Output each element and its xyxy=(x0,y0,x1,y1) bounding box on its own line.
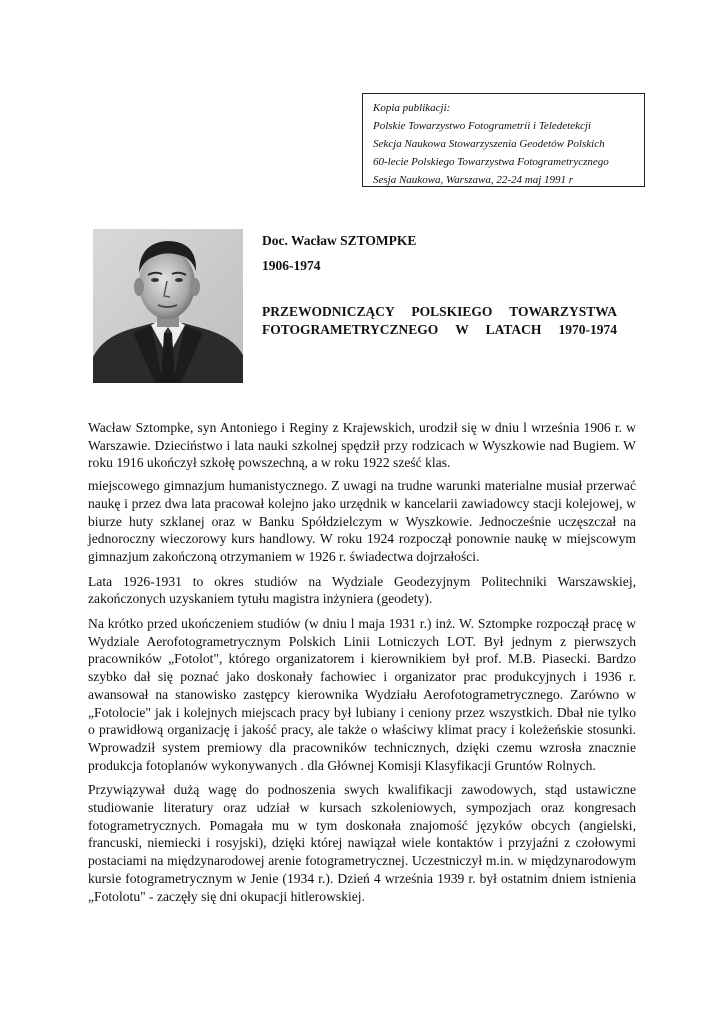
stamp-line: Kopia publikacji: xyxy=(373,102,451,114)
paragraph: Wacław Sztompke, syn Antoniego i Reginy z Krajewskich, urodził się w dniu l września 1906 r. w Warszawie. Dzieciństwo i lata nauki szkolnej spędził przy rodzicach w Wyszkowie nad Bugiem. W roku 1916 ukończył szkołę powszechną, a w roku 1922 sześć klas. xyxy=(88,420,636,471)
paragraph: Lata 1926-1931 to okres studiów na Wydziale Geodezyjnym Politechniki Warszawskiej, zakończonych uzyskaniem tytułu magistra inżyniera (geodety). xyxy=(88,573,636,607)
stamp-line: Sesja Naukowa, Warszawa, 22-24 maj 1991 r xyxy=(373,174,574,186)
paragraph: Przywiązywał dużą wagę do podnoszenia swych kwalifikacji zawodowych, stąd ustawiczne studiowanie literatury oraz udział w kursach szkoleniowych, sympozjach oraz kongresach fotogrametrycznych. Pomagała mu w tym doskonała znajomość języków obcych (angielski, francuski, niemiecki i rosyjski), dzięki której nawiązał wiele kontaktów i przyjaźni z czołowymi postaciami na międzynarodowej arenie fotogrametrycznej. Uczestniczył m.in. w międzynarodowym kursie fotogrametrycznym w Jenie (1934 r.). Dzień 4 września 1939 r. był ostatnim dniem istnienia „Fotolotu" - zaczęły się dni okupacji hitlerowskiej. xyxy=(88,782,636,904)
life-years: 1906-1974 xyxy=(262,258,321,273)
position-title-line: PRZEWODNICZĄCY POLSKIEGO TOWARZYSTWA xyxy=(262,304,617,319)
paragraph: Na krótko przed ukończeniem studiów (w dniu l maja 1931 r.) inż. W. Sztompke rozpoczął pracę w Wydziale Aerofotogrametrycznym Polskich Linii Lotniczych LOT. Był jednym z pierwszych pracowników „Fotolot", którego organizatorem i kierownikiem był prof. M.B. Piasecki. Bardzo szybko dał się poznać jako doskonały fachowiec i organizator prac produkcyjnych i 1936 r. awansował na stanowisko zastępcy kierownika Wydziału Aerofotogrametrycznego. Zarówno w „Fotolocie" jak i kolejnych miejscach pracy był lubiany i ceniony przez wszystkich. Dbał nie tylko o prawidłową organizację i jakość pracy, ale także o właściwy klimat pracy i koleżeńskie stosunki. Wprowadził system premiowy dla pracowników technicznych, dzięki czemu wzrosła znacznie produkcja fotoplanów wykonywanych . dla Głównej Komisji Klasyfikacji Gruntów Rolnych. xyxy=(88,616,636,773)
stamp-line: Polskie Towarzystwo Fotogrametrii i Teledetekcji xyxy=(373,120,591,132)
biography-text xyxy=(88,419,636,912)
paragraph: miejscowego gimnazjum humanistycznego. Z uwagi na trudne warunki materialne musiał przerwać naukę i przez dwa lata pracował kolejno jako urzędnik w kancelarii zawiadowcy stacji kolejowej, w biurze huty szklanej oraz w Banku Spółdzielczym w Wyszkowie. Jednocześnie uczęszczał na jednoroczny wieczorowy kurs handlowy. W roku 1924 rozpoczął ponownie naukę w miejscowym gimnazjum zakończoną otrzymaniem w 1926 r. świadectwa dojrzałości. xyxy=(88,478,636,564)
position-title-line: FOTOGRAMETRYCZNEGO W LATACH 1970-1974 xyxy=(262,322,617,337)
stamp-line: Sekcja Naukowa Stowarzyszenia Geodetów Polskich xyxy=(373,138,605,150)
stamp-line: 60-lecie Polskiego Towarzystwa Fotogrametrycznego xyxy=(373,156,609,168)
publication-copy-stamp xyxy=(362,93,645,187)
portrait-photo xyxy=(93,229,243,383)
person-name: Doc. Wacław SZTOMPKE xyxy=(262,233,417,248)
position-title xyxy=(262,303,617,339)
